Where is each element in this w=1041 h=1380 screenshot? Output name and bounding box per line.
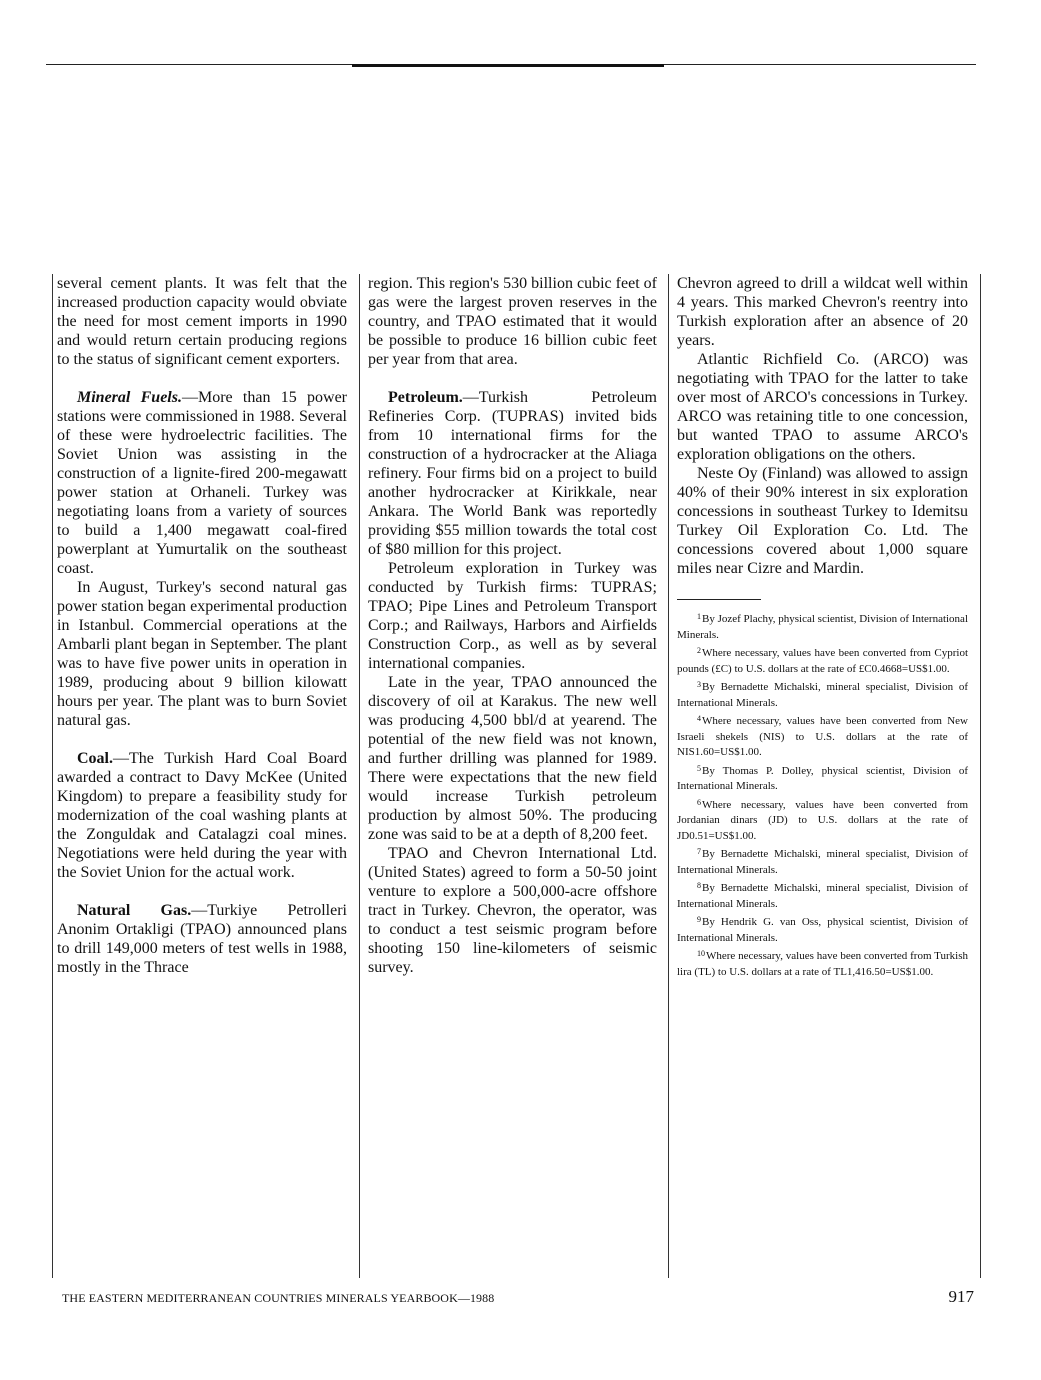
paragraph-text: —Turkish Petroleum Refineries Corp. (TUPRAS) invited bids from 10 international firms for the construction of a hydrocracker at the Aliaga refinery. Four firms bid on a project to build another hydrocracker at Kirikkale, near Ankara. The World Bank was reportedly providing $55 million towards the total cost of $80 million for this project. bbox=[368, 389, 657, 558]
footnote-number: 3 bbox=[697, 680, 701, 689]
footnote bbox=[677, 946, 968, 980]
footnote bbox=[677, 711, 968, 761]
top-rule-thick bbox=[352, 64, 664, 67]
footnote-text: Where necessary, values have been converted from Cypriot pounds (£C) to U.S. dollars at the rate of £C0.4668=US$1.00. bbox=[677, 647, 968, 675]
paragraph: Petroleum exploration in Turkey was conducted by Turkish firms: TUPRAS; TPAO; Pipe Lines and Petroleum Transport Corp.; and Railways, Harbors and Airfields Construction Corp., as well as by several international companies. bbox=[368, 560, 657, 672]
footnote-text: Where necessary, values have been converted from New Israeli shekels (NIS) to U.S. dollars at the rate of NIS1.60=US$1.00. bbox=[677, 715, 968, 758]
footnote bbox=[677, 609, 968, 643]
section-heading: Natural Gas. bbox=[77, 902, 192, 919]
footnote bbox=[677, 677, 968, 711]
footnote bbox=[677, 795, 968, 845]
column-divider bbox=[668, 274, 669, 1278]
column-divider bbox=[52, 274, 53, 1278]
running-footer-title: THE EASTERN MEDITERRANEAN COUNTRIES MINERALS YEARBOOK—1988 bbox=[62, 1291, 495, 1305]
footnotes bbox=[677, 609, 968, 980]
footnote-number: 1 bbox=[697, 612, 701, 621]
paragraph: Neste Oy (Finland) was allowed to assign 40% of their 90% interest in six exploration concessions in southeast Turkey to Idemitsu Turkey Oil Exploration Co. Ltd. The concessions covered about 1,000 square miles near Cizre and Mardin. bbox=[677, 465, 968, 577]
footnote-number: 10 bbox=[697, 949, 705, 958]
section-heading: Mineral Fuels. bbox=[77, 389, 182, 406]
footnote-number: 6 bbox=[697, 797, 701, 807]
section-heading: Petroleum. bbox=[388, 389, 463, 406]
footnote-text: Where necessary, values have been converted from Jordanian dinars (JD) to U.S. dollars at the rate of JD0.51=US$1.00. bbox=[677, 798, 968, 842]
mineral-fuels-paragraph bbox=[57, 388, 347, 578]
footnote-text: Where necessary, values have been converted from Turkish lira (TL) to U.S. dollars at a rate of TL1,416.50=US$1.00. bbox=[677, 950, 968, 978]
footnote bbox=[677, 878, 968, 912]
coal-paragraph bbox=[57, 749, 347, 882]
section-heading: Coal. bbox=[77, 750, 113, 767]
text-column-1 bbox=[57, 274, 347, 977]
footnote-text: By Jozef Plachy, physical scientist, Division of International Minerals. bbox=[677, 613, 968, 641]
natural-gas-paragraph bbox=[57, 901, 347, 977]
paragraph: Atlantic Richfield Co. (ARCO) was negotiating with TPAO for the latter to take over most of ARCO's concessions in Turkey. ARCO was retaining title to one concession, but wanted TPAO to assume ARCO's exploration obligations on the others. bbox=[677, 351, 968, 463]
footnote-text: By Bernadette Michalski, mineral specialist, Division of International Minerals. bbox=[677, 681, 968, 709]
paragraph-text: —Turkiye Petrolleri Anonim Ortakligi (TPAO) announced plans to drill 149,000 meters of test wells in 1988, mostly in the Thrace bbox=[57, 902, 347, 976]
page-number: 917 bbox=[948, 1287, 974, 1306]
paragraph: TPAO and Chevron International Ltd. (United States) agreed to form a 50-50 joint venture to explore a 500,000-acre offshore tract in Turkey. Chevron, the operator, was to conduct a test seismic program before shooting 150 line-kilometers of seismic survey. bbox=[368, 845, 657, 976]
footnote bbox=[677, 761, 968, 795]
paragraph-text: —More than 15 power stations were commissioned in 1988. Several of these were hydroelectric facilities. The Soviet Union was assisting in the construction of a lignite-fired 200-megawatt power station at Orhaneli. Turkey was negotiating loans from a variety of sources to build a 1,400 megawatt coal-fired powerplant at Yumurtalik on the southeast coast. bbox=[57, 389, 347, 577]
footnote bbox=[677, 912, 968, 946]
footnote-rule bbox=[677, 599, 761, 600]
column-divider bbox=[359, 274, 360, 1278]
footnote-text: By Thomas P. Dolley, physical scientist, Division of International Minerals. bbox=[677, 764, 968, 792]
footnote-number: 2 bbox=[697, 646, 701, 655]
footnote bbox=[677, 643, 968, 677]
page-footer bbox=[62, 1289, 974, 1309]
footnote bbox=[677, 844, 968, 878]
paragraph: Late in the year, TPAO announced the discovery of oil at Karakus. The new well was producing 4,500 bbl/d at yearend. The potential of the new field was not known, and further drilling was planned for 1989. There were expectations that the new field would increase Turkish petroleum production by almost 50%. The producing zone was said to be at a depth of 8,200 feet. bbox=[368, 674, 657, 843]
footnote-text: By Bernadette Michalski, mineral specialist, Division of International Minerals. bbox=[677, 848, 968, 876]
petroleum-paragraph bbox=[368, 388, 657, 559]
footnote-number: 9 bbox=[697, 915, 701, 924]
footnote-number: 5 bbox=[697, 763, 701, 773]
text-column-3 bbox=[677, 274, 968, 980]
paragraph: In August, Turkey's second natural gas power station began experimental production in Istanbul. Commercial operations at the Ambarli plant began in September. The plant was to have five power units in operation in 1989, producing about 9 billion kilowatt hours per year. The plant was to burn Soviet natural gas. bbox=[57, 579, 347, 729]
column-divider bbox=[980, 274, 981, 1278]
paragraph: region. This region's 530 billion cubic feet of gas were the largest proven reserves in the country, and TPAO estimated that it would be possible to produce 16 billion cubic feet per year from that area. bbox=[368, 275, 657, 368]
paragraph: Chevron agreed to drill a wildcat well within 4 years. This marked Chevron's reentry into Turkish exploration after an absence of 20 years. bbox=[677, 275, 968, 349]
footnote-number: 7 bbox=[697, 847, 701, 856]
footnote-text: By Bernadette Michalski, mineral specialist, Division of International Minerals. bbox=[677, 882, 968, 910]
footnote-number: 8 bbox=[697, 881, 701, 890]
paragraph-text: —The Turkish Hard Coal Board awarded a contract to Davy McKee (United Kingdom) to prepare a feasibility study for modernization of the coal washing plants at the Zonguldak and Catalagzi coal mines. Negotiations were held during the year with the Soviet Union for the actual work. bbox=[57, 750, 347, 881]
paragraph: several cement plants. It was felt that the increased production capacity would obviate the need for most cement imports in 1990 and would return certain producing regions to the status of significant cement exporters. bbox=[57, 275, 347, 368]
footnote-text: By Hendrik G. van Oss, physical scientist, Division of International Minerals. bbox=[677, 916, 968, 944]
footnote-number: 4 bbox=[697, 714, 701, 723]
text-column-2 bbox=[368, 274, 657, 977]
